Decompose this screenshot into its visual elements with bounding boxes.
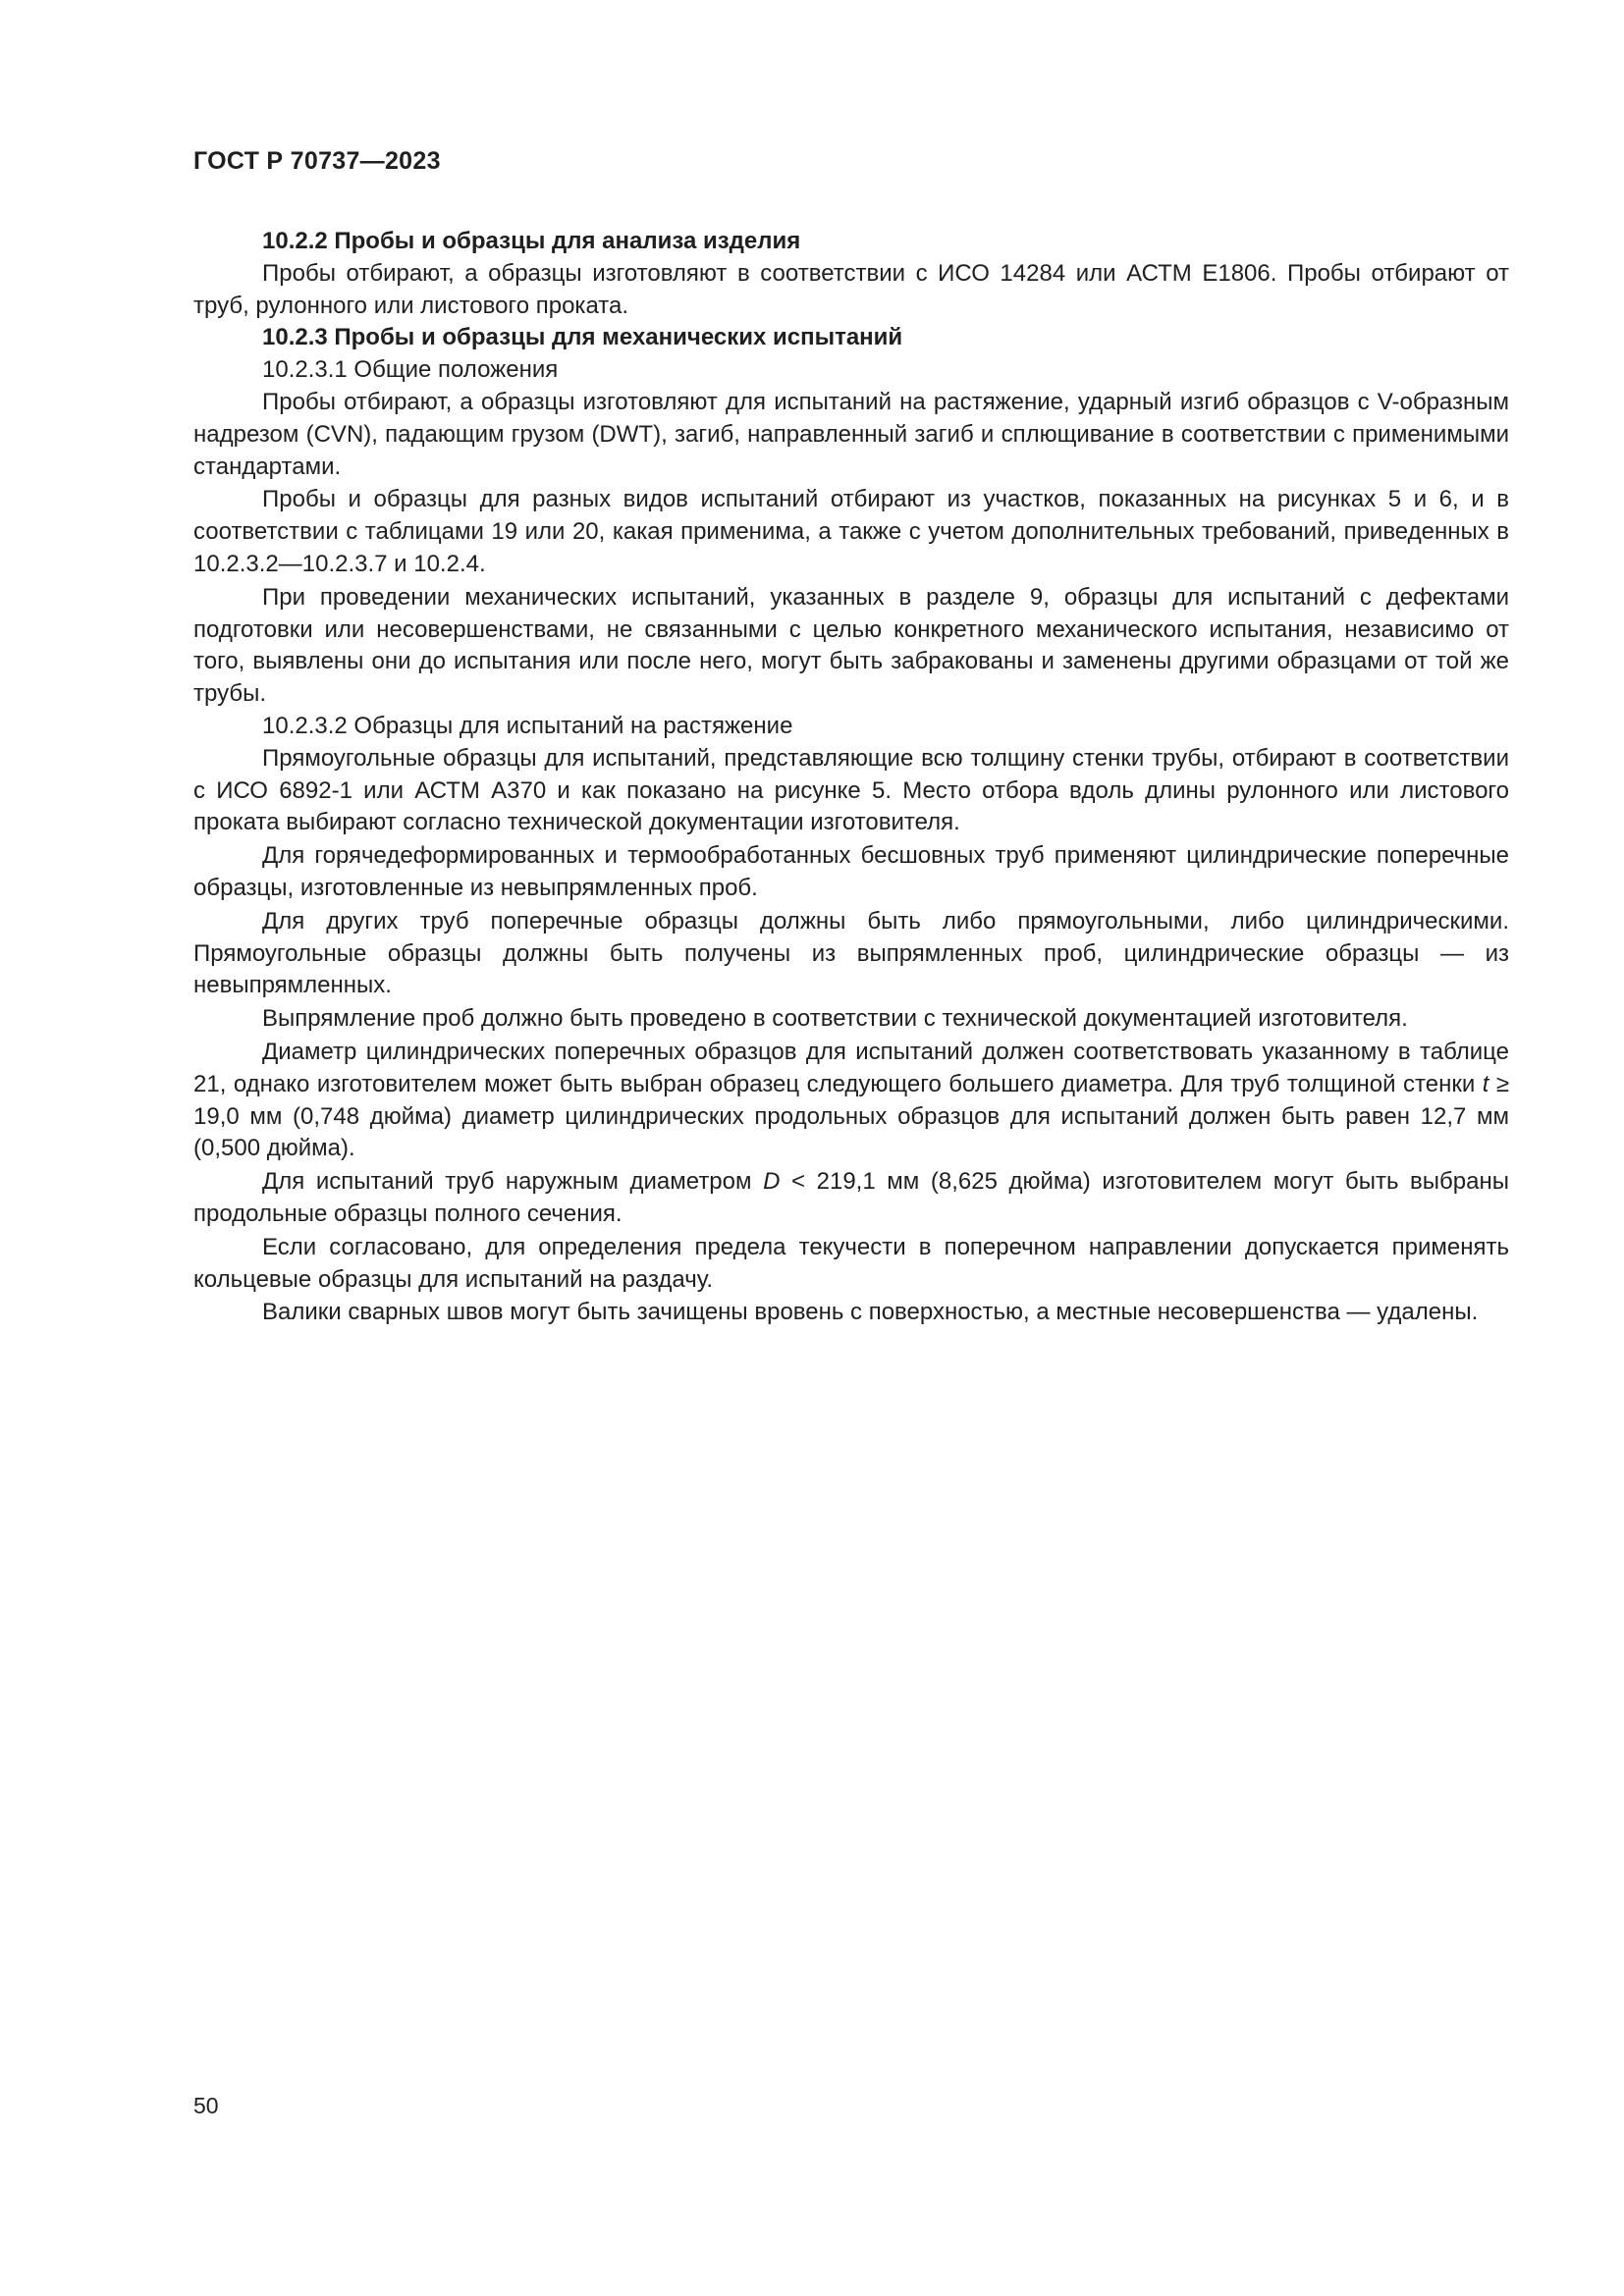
variable-t: t — [1482, 1070, 1489, 1097]
paragraph-specimen-diameter — [193, 1037, 1509, 1165]
variable-d: D — [763, 1168, 781, 1196]
document-code: ГОСТ Р 70737—2023 — [193, 147, 441, 175]
paragraph-outer-diameter — [193, 1166, 1509, 1231]
document-body — [193, 226, 1509, 1329]
paragraph: Валики сварных швов могут быть зачищены вровень с поверхностью, а местные несовершенства — удалены. — [262, 1299, 1479, 1326]
section-heading-10-2-3: 10.2.3 Пробы и образцы для механических испытаний — [262, 324, 903, 351]
text-run: Диаметр цилиндрических поперечных образцов для испытаний должен соответствовать указанному в таблице 21, однако изготовителем может быть выбран образец следующего большего диаметра. Для труб толщиной стенки — [193, 1038, 1509, 1097]
subsection-heading-10-2-3-2: 10.2.3.2 Образцы для испытаний на растяжение — [262, 712, 793, 739]
text-run: < 219,1 мм (8,625 дюйма) изготовителем могут быть выбраны продольные образцы полного сечения. — [193, 1168, 1509, 1227]
text-run: Для испытаний труб наружным диаметром — [262, 1168, 764, 1196]
section-heading-10-2-2: 10.2.2 Пробы и образцы для анализа изделия — [262, 228, 801, 254]
paragraph: Выпрямление проб должно быть проведено в соответствии с технической документацией изготовителя. — [262, 1005, 1408, 1033]
paragraph: Прямоугольные образцы для испытаний, представляющие всю толщину стенки трубы, отбирают в соответствии с ИСО 6892-1 или АСТМ А370 и как показано на рисунке 5. Место отбора вдоль длины рулонного или листового проката выбирают согласно технической документации изготовителя. — [193, 744, 1509, 836]
paragraph: При проведении механических испытаний, указанных в разделе 9, образцы для испытаний с дефектами подготовки или несовершенствами, не связанными с целью конкретного механического испытания, независимо от того, выявлены они до испытания или после него, могут быть забракованы и заменены другими образцами от той же трубы. — [193, 583, 1509, 708]
text-run: ≥ 19,0 мм (0,748 дюйма) диаметр цилиндрических продольных образцов для испытаний должен быть равен 12,7 мм (0,500 дюйма). — [193, 1070, 1510, 1162]
paragraph: Пробы отбирают, а образцы изготовляют в соответствии с ИСО 14284 или АСТМ Е1806. Пробы отбирают от труб, рулонного или листового проката. — [193, 259, 1509, 319]
paragraph: Пробы и образцы для разных видов испытаний отбирают из участков, показанных на рисунках 5 и 6, и в соответствии с таблицами 19 или 20, какая применима, а также с учетом дополнительных требований, приведенных в 10.2.3.2—10.2.3.7 и 10.2.4. — [193, 486, 1509, 577]
subsection-heading-10-2-3-1: 10.2.3.1 Общие положения — [262, 356, 559, 384]
paragraph: Если согласовано, для определения предела текучести в поперечном направлении допускается применять кольцевые образцы для испытаний на раздачу. — [193, 1233, 1509, 1293]
page-number: 50 — [193, 2093, 219, 2118]
paragraph: Пробы отбирают, а образцы изготовляют для испытаний на растяжение, ударный изгиб образцов с V-образным надрезом (CVN), падающим грузом (DWT), загиб, направленный загиб и сплющивание в соответствии с применимыми стандартами. — [193, 388, 1509, 480]
paragraph: Для горячедеформированных и термообработанных бесшовных труб применяют цилиндрические поперечные образцы, изготовленные из невыпрямленных проб. — [193, 842, 1509, 901]
paragraph: Для других труб поперечные образцы должны быть либо прямоугольными, либо цилиндрическими. Прямоугольные образцы должны быть получены из выпрямленных проб, цилиндрические образцы — из невыпрямленных. — [193, 907, 1509, 999]
